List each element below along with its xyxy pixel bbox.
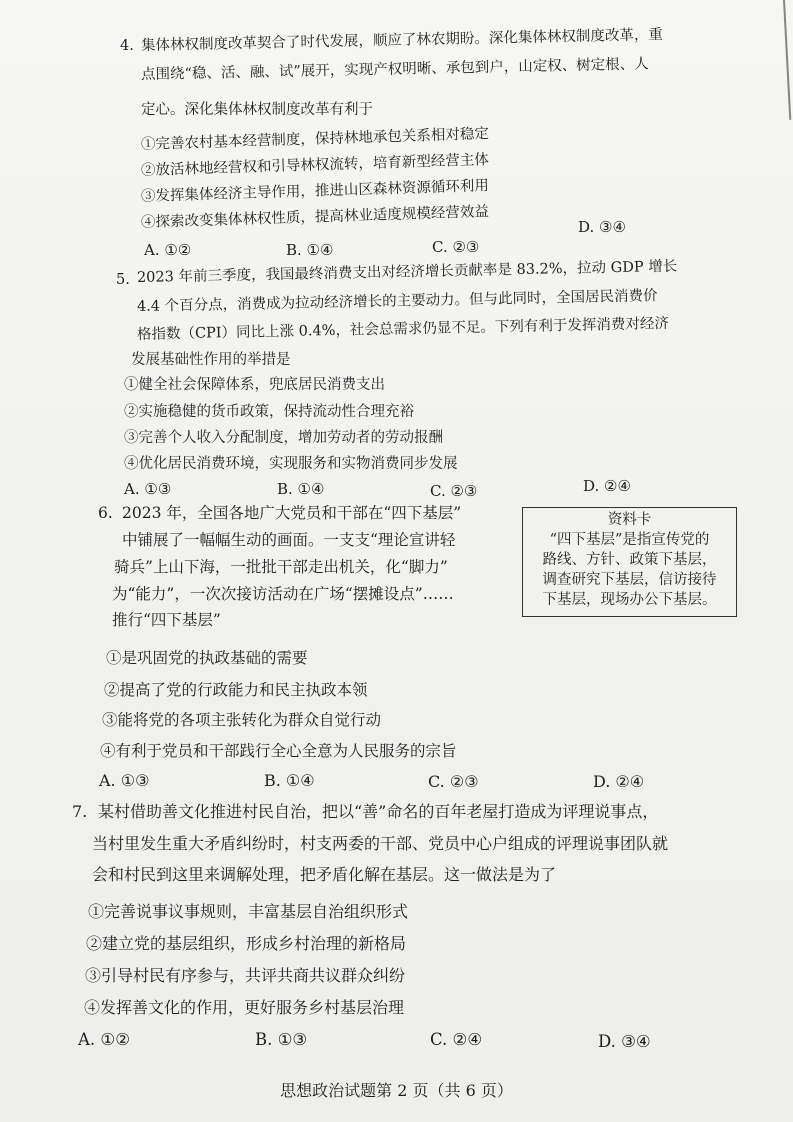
- q6-statement-1: ①是巩固党的执政基础的需要: [106, 649, 308, 667]
- q4-number: 4.: [120, 38, 134, 54]
- q4-option-d: D. ③④: [578, 218, 626, 236]
- q4-option-c: C. ②③: [432, 238, 480, 256]
- q4-statement-4: ④探索改变集体林权性质，提高林业适度规模经营效益: [140, 204, 490, 231]
- q7-option-c: C. ②④: [430, 1030, 483, 1049]
- q4-stem-line-1: 集体林权制度改革契合了时代发展，顺应了林农期盼。深化集体林权制度改革，重: [140, 27, 664, 54]
- q4-stem-line-3: 定心。深化集体林权制度改革有利于: [141, 102, 373, 118]
- q5-statement-3: ③完善个人收入分配制度，增加劳动者的劳动报酬: [124, 430, 443, 446]
- q7-option-a: A. ①②: [78, 1030, 130, 1049]
- q6-number: 6.: [98, 504, 113, 522]
- q4-option-a: A. ①②: [144, 241, 192, 259]
- q7-statement-2: ②建立党的基层组织，形成乡村治理的新格局: [86, 934, 407, 953]
- q5-number: 5.: [116, 272, 130, 288]
- q6-stem-line-4: 为“能力”，一次次接访活动在广场“摆摊设点”……: [112, 585, 454, 603]
- q5-option-a: A. ①③: [124, 480, 172, 498]
- info-card-title: 资料卡: [607, 512, 652, 528]
- q7-statement-1: ①完善说事议事规则，丰富基层自治组织形式: [88, 902, 409, 921]
- q4-option-b: B. ①④: [286, 241, 334, 259]
- q6-option-a: A. ①③: [99, 771, 150, 790]
- q4-stem-line-2: 点围绕“稳、活、融、试”展开，实现产权明晰、承包到户，山定权、树定根、人: [140, 56, 649, 83]
- q6-option-b: B. ①④: [264, 771, 315, 790]
- q6-option-c: C. ②③: [428, 772, 479, 791]
- page-edge-shadow: [783, 0, 791, 120]
- q5-statement-1: ①健全社会保障体系，兜底居民消费支出: [124, 377, 385, 393]
- q5-option-c: C. ②③: [430, 482, 478, 500]
- q6-statement-3: ③能将党的各项主张转化为群众自觉行动: [102, 711, 382, 729]
- q4-statement-1: ①完善农村基本经营制度，保持林地承包关系相对稳定: [140, 126, 490, 153]
- q7-statement-3: ③引导村民有序参与，共评共商共议群众纠纷: [85, 966, 406, 985]
- q7-stem-line-1: 某村借助善文化推进村民自治，把以“善”命名的百年老屋打造成为评理说事点，: [98, 802, 659, 821]
- q5-stem-line-4: 发展基础性作用的举措是: [131, 352, 291, 368]
- q4-statement-3: ③发挥集体经济主导作用，推进山区森林资源循环利用: [140, 178, 490, 205]
- info-card-line-3: 调查研究下基层，信访接待: [542, 572, 717, 588]
- q6-statement-4: ④有利于党员和干部践行全心全意为人民服务的宗旨: [100, 742, 457, 760]
- info-card-line-4: 下基层，现场办公下基层。: [542, 592, 717, 608]
- info-card-line-2: 路线、方针、政策下基层，: [542, 552, 717, 568]
- info-card-line-1: “四下基层”是指宣传党的: [549, 532, 710, 548]
- q4-statement-2: ②放活林地经营权和引导林权流转，培育新型经营主体: [140, 152, 490, 179]
- q7-option-b: B. ①③: [255, 1030, 308, 1049]
- q7-statement-4: ④发挥善文化的作用，更好服务乡村基层治理: [84, 998, 405, 1017]
- q7-option-d: D. ③④: [598, 1032, 651, 1051]
- q6-stem-line-3: 骑兵”上山下海，一批批干部走出机关，化“脚力”: [114, 558, 448, 576]
- q5-stem-line-3: 格指数（CPI）同比上涨 0.4%，社会总需求仍显不足。下列有利于发挥消费对经济: [136, 315, 670, 343]
- q5-option-d: D. ②④: [583, 477, 631, 495]
- q6-statement-2: ②提高了党的行政能力和民主执政本领: [104, 681, 368, 699]
- q5-option-b: B. ①④: [277, 480, 325, 498]
- q6-stem-line-5: 推行“四下基层”: [112, 611, 221, 629]
- q6-stem-line-2: 中铺展了一幅幅生动的画面。一支支“理论宣讲轻: [122, 531, 456, 549]
- q7-stem-line-3: 会和村民到这里来调解处理，把矛盾化解在基层。这一做法是为了: [92, 865, 557, 884]
- q5-stem-line-1: 2023 年前三季度，我国最终消费支出对经济增长贡献率是 83.2%，拉动 GDP 增长: [136, 258, 678, 286]
- q6-stem-line-1: 2023 年，全国各地广大党员和干部在“四下基层”: [122, 504, 462, 522]
- q6-option-d: D. ②④: [593, 772, 645, 791]
- q7-number: 7.: [72, 802, 88, 821]
- info-card: [522, 507, 737, 617]
- q7-stem-line-2: 当村里发生重大矛盾纠纷时，村支两委的干部、党员中心户组成的评理说事团队就: [92, 834, 669, 853]
- q5-statement-2: ②实施稳健的货币政策，保持流动性合理充裕: [124, 404, 414, 420]
- page-footer: 思想政治试题第 2 页（共 6 页）: [280, 1081, 513, 1100]
- q5-statement-4: ④优化居民消费环境，实现服务和实物消费同步发展: [124, 456, 458, 472]
- q5-stem-line-2: 4.4 个百分点，消费成为拉动经济增长的主要动力。但与此同时，全国居民消费价: [136, 288, 658, 315]
